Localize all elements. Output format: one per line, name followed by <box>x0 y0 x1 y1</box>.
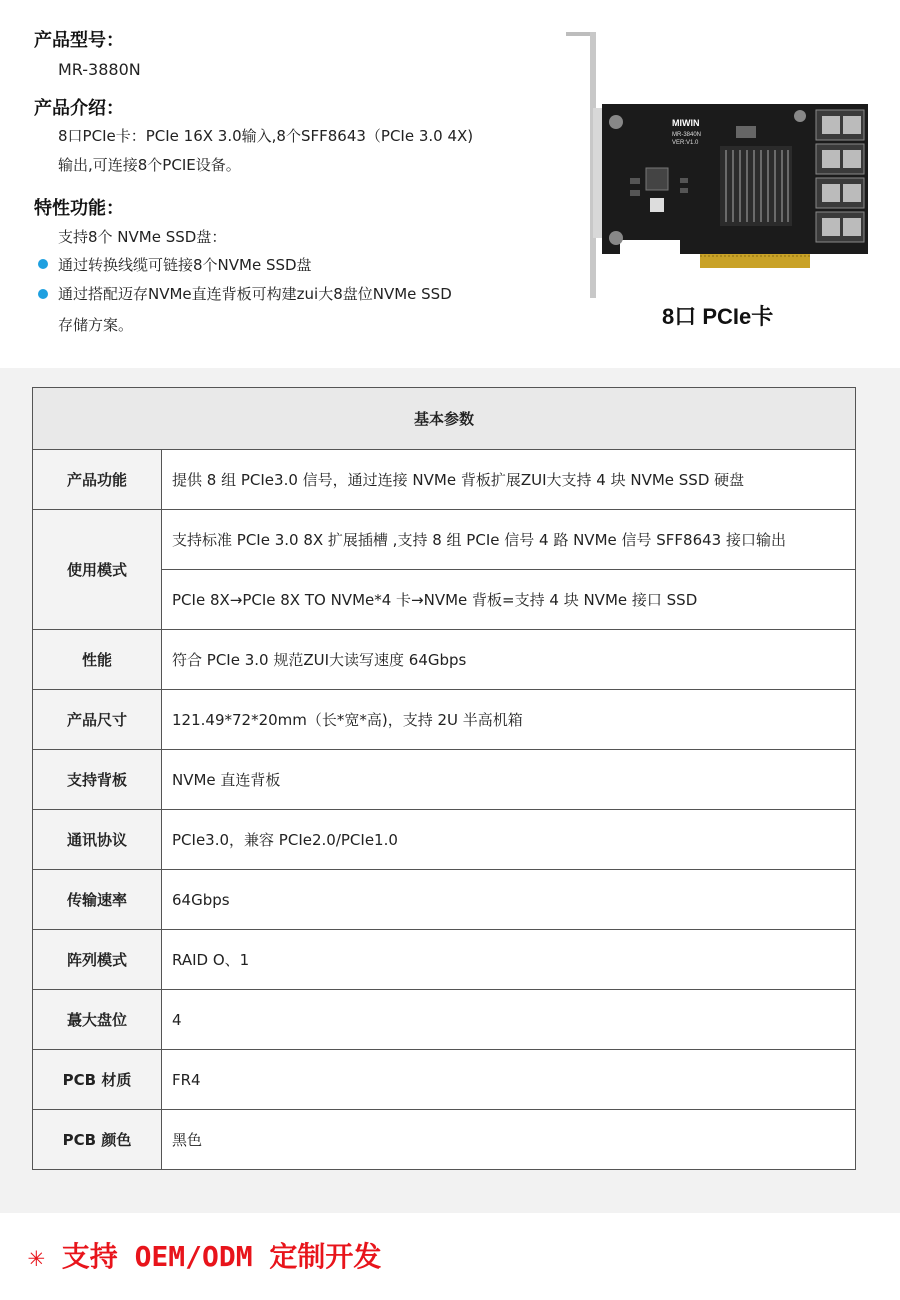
bracket-plate <box>593 108 603 238</box>
desc-line-2: 输出,可连接8个PCIE设备。 <box>58 156 241 174</box>
row-label: 产品尺寸 <box>33 690 162 750</box>
bullet-dot <box>38 289 48 299</box>
oem-odm-banner: ✳ 支持 OEM/ODM 定制开发 <box>28 1240 382 1273</box>
bullet-2-cont: 存储方案。 <box>58 316 134 334</box>
row-label: PCB 颜色 <box>33 1110 162 1170</box>
card-brand: MIWIN <box>672 118 700 128</box>
row-value: RAID O、1 <box>162 930 856 990</box>
spec-table <box>32 387 856 1170</box>
row-label: 传输速率 <box>33 870 162 930</box>
bullet-dot <box>38 259 48 269</box>
row-value: 121.49*72*20mm（长*宽*高)，支持 2U 半高机箱 <box>162 690 856 750</box>
heatsink <box>720 146 792 226</box>
row-value: 符合 PCIe 3.0 规范ZUI大读写速度 64Gbps <box>162 630 856 690</box>
row-value: 黑色 <box>162 1110 856 1170</box>
row-label: 支持背板 <box>33 750 162 810</box>
table-row <box>33 690 856 750</box>
row-value: 支持标准 PCIe 3.0 8X 扩展插槽 ,支持 8 组 PCIe 信号 4 路 NVMe 信号 SFF8643 接口输出 <box>162 510 856 570</box>
feature-heading: 特性功能： <box>34 198 124 219</box>
table-row <box>33 750 856 810</box>
row-label: 通讯协议 <box>33 810 162 870</box>
row-label: 阵列模式 <box>33 930 162 990</box>
card-ver-print: VER:V1.0 <box>672 140 699 146</box>
row-value: FR4 <box>162 1050 856 1110</box>
row-value: PCIe 8X→PCIe 8X TO NVMe*4 卡→NVMe 背板=支持 4 块 NVMe 接口 SSD <box>162 570 856 630</box>
model-value: MR-3880N <box>58 60 141 79</box>
feature-line-1: 支持8个 NVMe SSD盘： <box>58 228 227 246</box>
row-label: 产品功能 <box>33 450 162 510</box>
card-caption: 8口 PCIe卡 <box>662 304 774 329</box>
table-header-row <box>33 388 856 450</box>
table-row <box>33 990 856 1050</box>
table-row <box>33 930 856 990</box>
bullet-1: 通过转换线缆可链接8个NVMe SSD盘 <box>58 256 312 274</box>
row-value: 64Gbps <box>162 870 856 930</box>
desc-line-1: 8口PCIe卡：PCIe 16X 3.0输入,8个SFF8643（PCIe 3.0 4X) <box>58 127 474 145</box>
table-header: 基本参数 <box>33 388 856 450</box>
row-label: 性能 <box>33 630 162 690</box>
pcie-card-image <box>560 28 880 300</box>
product-intro <box>0 0 900 360</box>
row-value: PCIe3.0，兼容 PCIe2.0/PCIe1.0 <box>162 810 856 870</box>
row-label: 蕞大盘位 <box>33 990 162 1050</box>
model-heading: 产品型号： <box>34 30 124 51</box>
row-label: 使用模式 <box>33 510 162 630</box>
table-row <box>33 870 856 930</box>
gold-fingers <box>700 254 810 268</box>
card-model-print: MR-3840N <box>672 132 702 138</box>
desc-heading: 产品介绍： <box>34 98 124 119</box>
row-label: PCB 材质 <box>33 1050 162 1110</box>
table-row <box>33 1110 856 1170</box>
table-row <box>33 450 856 510</box>
row-value: 4 <box>162 990 856 1050</box>
table-row <box>33 1050 856 1110</box>
bullet-2: 通过搭配迈存NVMe直连背板可构建zui大8盘位NVMe SSD <box>58 285 452 303</box>
row-value: NVMe 直连背板 <box>162 750 856 810</box>
table-row <box>33 810 856 870</box>
row-value: 提供 8 组 PCIe3.0 信号，通过连接 NVMe 背板扩展ZUI大支持 4 块 NVMe SSD 硬盘 <box>162 450 856 510</box>
table-row <box>33 630 856 690</box>
table-row <box>33 510 856 570</box>
